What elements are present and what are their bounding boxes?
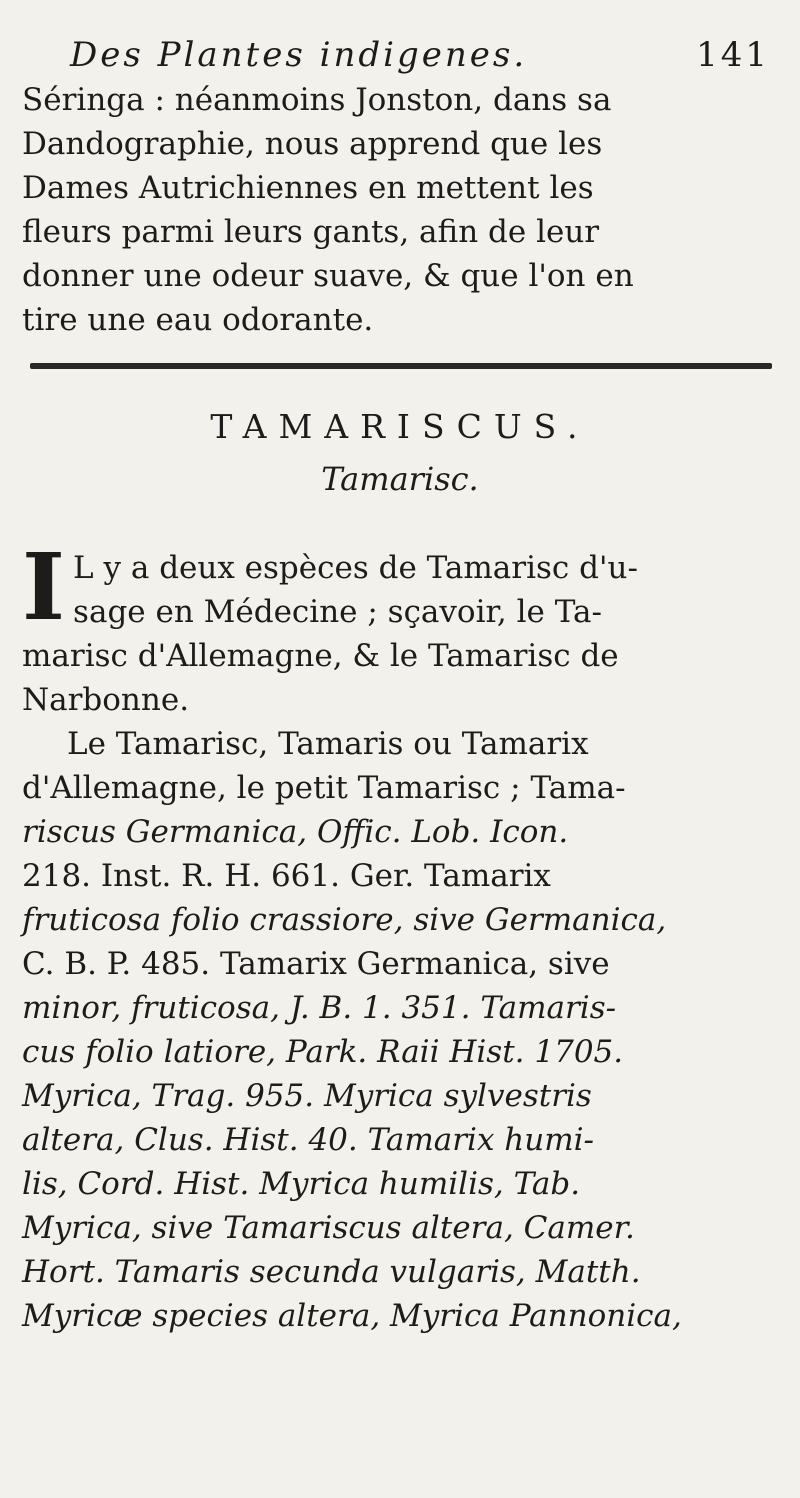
intro-line: donner une odeur suave, & que l'on en	[22, 258, 634, 294]
drop-cap: I	[22, 533, 66, 641]
intro-line: Dames Autrichiennes en mettent les	[22, 170, 594, 206]
section-title: TAMARISCUS.	[210, 407, 590, 446]
body-line: cus folio latiore, Park. Raii Hist. 1705.	[22, 1034, 624, 1070]
body-line: Le Tamarisc, Tamaris ou Tamarix	[67, 726, 589, 762]
section-divider	[30, 363, 772, 369]
intro-line: fleurs parmi leurs gants, afin de leur	[22, 214, 600, 250]
intro-paragraph	[22, 78, 778, 342]
body-line: L y a deux espèces de Tamarisc d'u-	[73, 550, 638, 586]
body-line: fruticosa folio crassiore, sive Germanica,	[22, 902, 667, 938]
running-head-title: Des Plantes indigenes.	[70, 35, 528, 75]
intro-line: tire une eau odorante.	[22, 302, 374, 338]
page-number: 141	[696, 35, 770, 75]
body-line: Myrica, Trag. 955. Myrica sylvestris	[22, 1078, 592, 1114]
body-line: Myricæ species altera, Myrica Pannonica,	[22, 1298, 682, 1334]
body-line: Myrica, sive Tamariscus altera, Camer.	[22, 1210, 635, 1246]
body-line: marisc d'Allemagne, & le Tamarisc de	[22, 638, 619, 674]
body-line: 218. Inst. R. H. 661. Ger. Tamarix	[22, 858, 551, 894]
intro-line: Séringa : néanmoins Jonston, dans sa	[22, 82, 612, 118]
body-line: riscus Germanica, Offic. Lob. Icon.	[22, 814, 569, 850]
body-line: lis, Cord. Hist. Myrica humilis, Tab.	[22, 1166, 581, 1202]
body-line: C. B. P. 485. Tamarix Germanica, sive	[22, 946, 610, 982]
intro-line: Dandographie, nous apprend que les	[22, 126, 603, 162]
body-line: d'Allemagne, le petit Tamarisc ; Tama-	[22, 770, 626, 806]
body-line: minor, fruticosa, J. B. 1. 351. Tamaris-	[22, 990, 617, 1026]
body-line: altera, Clus. Hist. 40. Tamarix humi-	[22, 1122, 595, 1158]
section-body	[22, 533, 778, 1338]
body-line: Narbonne.	[22, 682, 190, 718]
body-line: Hort. Tamaris secunda vulgaris, Matth.	[22, 1254, 641, 1290]
section-subtitle: Tamarisc.	[321, 460, 479, 498]
body-line: sage en Médecine ; sçavoir, le Ta-	[73, 594, 602, 630]
